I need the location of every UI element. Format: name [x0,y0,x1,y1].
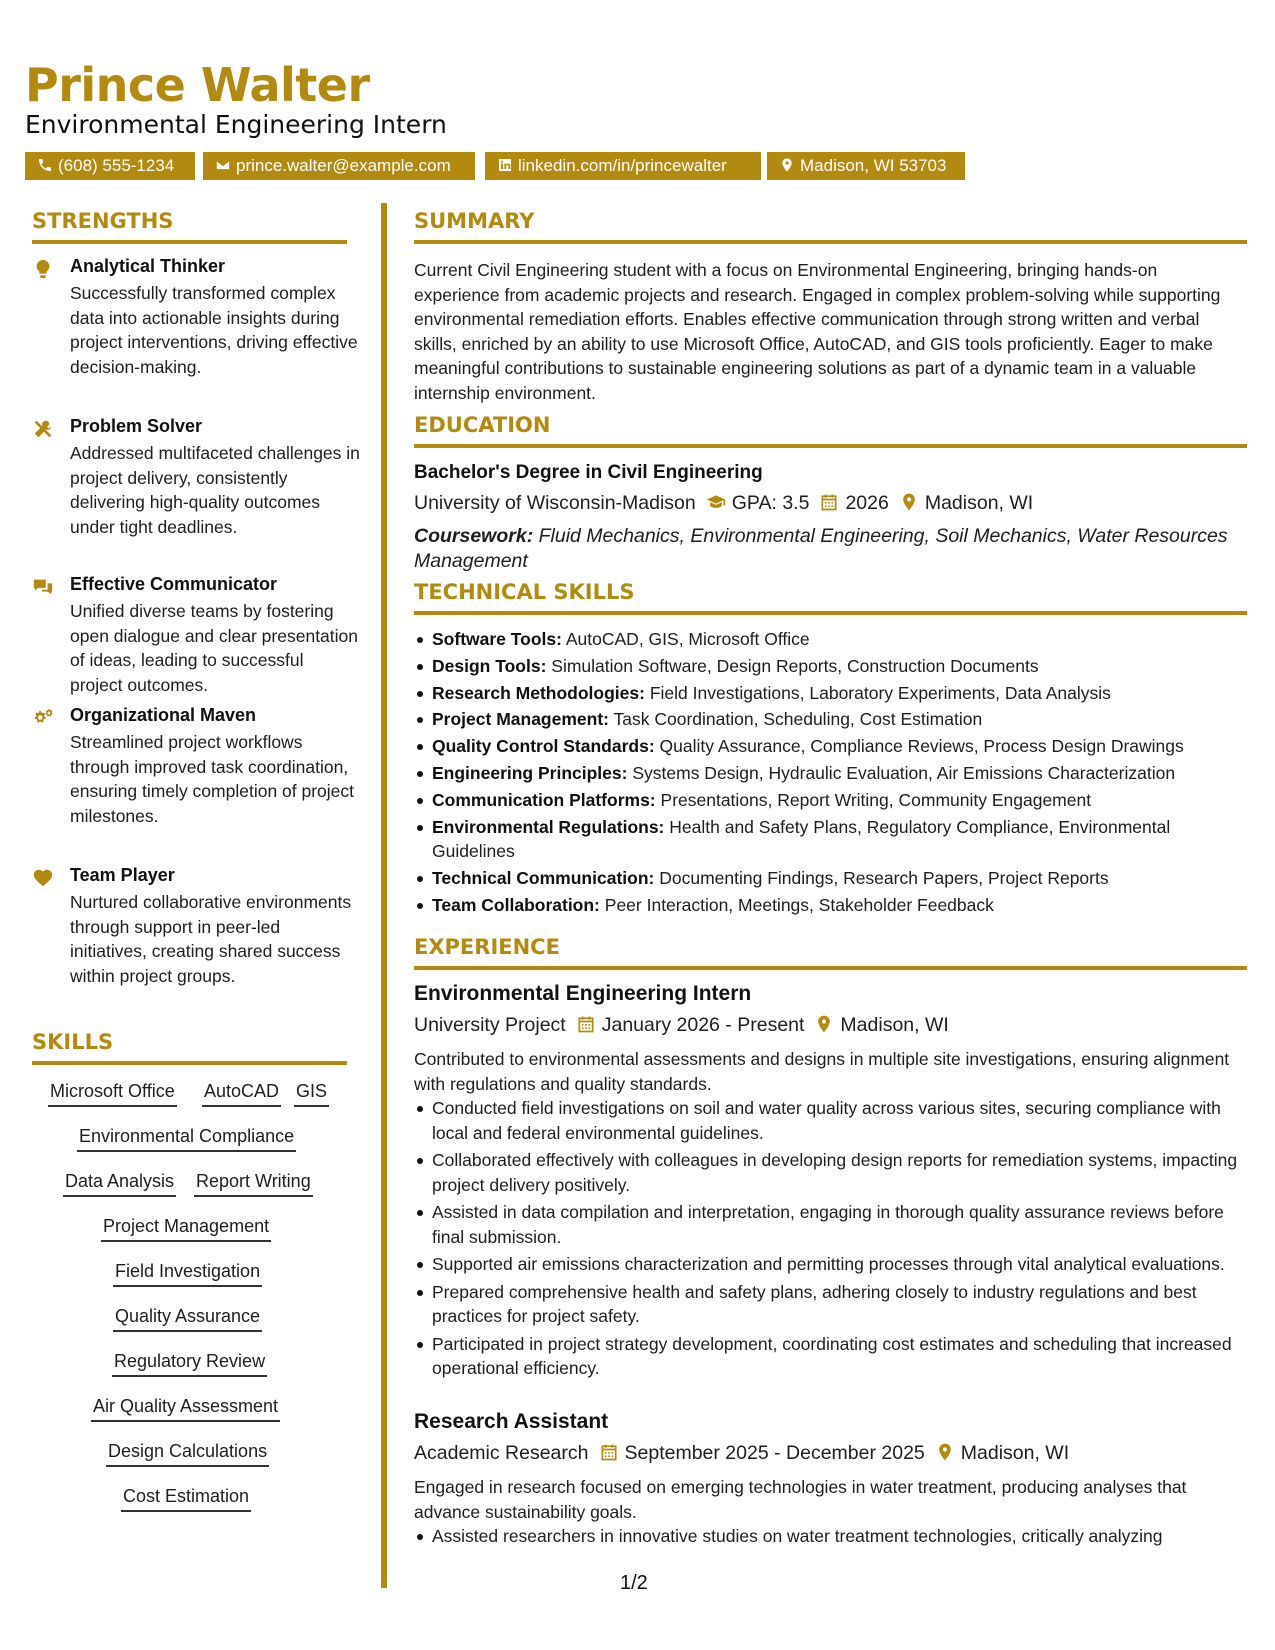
tech-skill-value: Presentations, Report Writing, Community Engagement [660,789,1092,810]
tech-skill-value: AutoCAD, GIS, Microsoft Office [565,629,810,649]
list-item: Supported air emissions characterization and permitting processes through vital analytical evaluations. [432,1252,1247,1277]
list-item [432,866,1247,891]
experience-heading: EXPERIENCE [414,935,560,959]
job-meta [414,1014,949,1037]
map-pin-icon [935,1442,955,1462]
list-item: Participated in project strategy development, coordinating cost estimates and scheduling that increased operational efficiency. [432,1332,1247,1381]
list-item [432,627,1247,652]
tech-skill-value: Peer Interaction, Meetings, Stakeholder Feedback [604,894,994,915]
strength-description: Unified diverse teams by fostering open dialogue and clear presentation of ideas, leading to successful project outcomes. [70,601,358,695]
list-item [432,815,1247,864]
skills-row [32,1171,350,1201]
job-title: Research Assistant [414,1410,609,1433]
skills-row [32,1351,350,1381]
degree-title: Bachelor's Degree in Civil Engineering [414,462,763,483]
tech-skill-label: Quality Control Standards: [432,736,655,757]
tech-skill-value: Simulation Software, Design Reports, Construction Documents [551,655,1039,676]
tech-skill-label: Software Tools: [432,629,562,649]
summary-text: Current Civil Engineering student with a focus on Environmental Engineering, bringing hands-on experience from academic projects and research. Engaged in complex problem-solving while supporting environmental remediation efforts. Enables effective communication through strong written and verbal skills, enriched by an ability to use Microsoft Office, AutoCAD, and GIS tools proficiently. Eager to make meaningful contributions to sustainable engineering solutions as part of a dynamic team in a valuable internship environment. [414,260,1221,403]
heart-icon [32,867,54,889]
coursework-label: Coursework: [414,525,534,547]
skills-row [32,1261,350,1291]
envelope-icon [215,157,231,173]
skill-tag: Regulatory Review [112,1351,267,1377]
tech-skill-value: Quality Assurance, Compliance Reviews, Process Design Drawings [659,736,1184,757]
job-summary: Engaged in research focused on emerging technologies in water treatment, producing analyses that advance sustainability goals. [414,1477,1187,1522]
skill-tag: Design Calculations [106,1441,269,1467]
tech-skill-value: Task Coordination, Scheduling, Cost Estimation [613,709,983,730]
strength-description: Successfully transformed complex data into actionable insights during project interventions, driving effective decision-making. [70,283,358,377]
skill-tag: Report Writing [194,1171,313,1197]
skills-row [32,1306,350,1336]
strengths-rule [32,240,347,244]
technical-skills-heading: TECHNICAL SKILLS [414,580,635,604]
map-pin-icon [779,157,795,173]
job-meta [414,1442,1069,1465]
skills-row [32,1081,350,1111]
graduation-year: 2026 [845,492,889,514]
experience-rule [414,966,1247,970]
skill-tag: AutoCAD [202,1081,281,1107]
list-item [432,734,1247,759]
skills-rule [32,1061,347,1065]
job-summary: Contributed to environmental assessments and designs in multiple site investigations, ensuring alignment with regulations and quality standards. [414,1049,1230,1094]
strength-title: Analytical Thinker [70,256,226,276]
job-location: Madison, WI [840,1014,949,1036]
strengths-heading: STRENGTHS [32,209,174,233]
strength-title: Team Player [70,865,175,885]
map-pin-icon [899,492,919,512]
coursework-text: Fluid Mechanics, Environmental Engineering, Soil Mechanics, Water Resources Management [414,525,1228,572]
email-text: prince.walter@example.com [236,156,451,175]
gpa-text: GPA: 3.5 [731,492,810,514]
tech-skill-value: Field Investigations, Laboratory Experiments, Data Analysis [649,682,1111,703]
tech-skill-label: Engineering Principles: [432,762,628,783]
list-item: Assisted researchers in innovative studies on water treatment technologies, critically analyzing [432,1524,1247,1549]
list-item: Collaborated effectively with colleagues in developing design reports for remediation systems, impacting project delivery positively. [432,1148,1247,1197]
tech-skill-value: Health and Safety Plans, Regulatory Compliance, Environmental Guidelines [432,816,1171,862]
summary-heading: SUMMARY [414,209,535,233]
skills-row [32,1441,350,1471]
calendar-icon [576,1014,596,1034]
tech-skill-label: Communication Platforms: [432,789,656,810]
list-item [432,707,1247,732]
job-dates: January 2026 - Present [601,1014,805,1036]
skills-row [32,1126,350,1156]
skills-row [32,1486,350,1516]
job-title: Environmental Engineering Intern [414,982,752,1005]
column-divider [381,203,387,1588]
tools-icon [32,418,54,440]
skill-tag: Cost Estimation [121,1486,251,1512]
skills-row [32,1216,350,1246]
phone-text: (608) 555-1234 [58,156,175,175]
skill-tag: Quality Assurance [113,1306,262,1332]
gears-icon [32,707,54,729]
skill-tag: Data Analysis [63,1171,176,1197]
list-item: Assisted in data compilation and interpretation, engaging in thorough quality assurance reviews before final submission. [432,1200,1247,1249]
contact-email[interactable] [203,152,475,180]
tech-skill-label: Project Management: [432,709,609,730]
education-heading: EDUCATION [414,413,551,437]
technical-skills-rule [414,611,1247,615]
tech-skill-value: Systems Design, Hydraulic Evaluation, Air Emissions Characterization [632,762,1176,783]
school-name: University of Wisconsin-Madison [414,492,696,514]
skills-row [32,1396,350,1426]
list-item [432,761,1247,786]
linkedin-icon [497,157,513,173]
strength-title: Problem Solver [70,416,203,436]
list-item: Conducted field investigations on soil and water quality across various sites, securing compliance with local and federal environmental guidelines. [432,1096,1247,1145]
technical-skills-list [432,627,1247,919]
tech-skill-label: Research Methodologies: [432,682,645,703]
strength-description: Streamlined project workflows through improved task coordination, ensuring timely completion of project milestones. [70,732,355,826]
list-item: Prepared comprehensive health and safety plans, adhering closely to industry regulations and best practices for project safety. [432,1280,1247,1329]
map-pin-icon [814,1014,834,1034]
contact-location [767,152,965,180]
summary-rule [414,240,1247,244]
tech-skill-value: Documenting Findings, Research Papers, Project Reports [659,867,1109,888]
job-dates: September 2025 - December 2025 [624,1442,925,1464]
skill-tag: GIS [294,1081,329,1107]
job-organization: Academic Research [414,1442,589,1464]
tech-skill-label: Technical Communication: [432,867,655,888]
skills-heading: SKILLS [32,1030,114,1054]
skill-tag: Microsoft Office [48,1081,177,1107]
skill-tag: Project Management [101,1216,271,1242]
comments-icon [32,576,54,598]
coursework [414,524,1244,574]
tech-skill-label: Team Collaboration: [432,894,600,915]
job-bullets [432,1524,1247,1549]
school-location: Madison, WI [924,492,1034,514]
graduation-cap-icon [706,492,726,512]
linkedin-text: linkedin.com/in/princewalter [518,156,727,175]
list-item [432,681,1247,706]
job-location: Madison, WI [960,1442,1070,1464]
tech-skill-label: Environmental Regulations: [432,816,665,837]
job-organization: University Project [414,1014,566,1036]
strength-title: Organizational Maven [70,705,257,725]
skill-tag: Environmental Compliance [77,1126,296,1152]
strength-description: Addressed multifaceted challenges in project delivery, consistently delivering high-quality outcomes under tight deadlines. [70,443,360,537]
tech-skill-label: Design Tools: [432,655,547,676]
list-item [432,893,1247,918]
phone-icon [37,157,53,173]
candidate-title: Environmental Engineering Intern [25,110,447,139]
calendar-icon [819,492,839,512]
list-item [432,788,1247,813]
calendar-icon [599,1442,619,1462]
lightbulb-icon [32,258,54,280]
strength-title: Effective Communicator [70,574,278,594]
contact-phone[interactable] [25,152,195,180]
education-meta [414,492,1033,515]
page-number: 1/2 [620,1572,648,1594]
location-text: Madison, WI 53703 [800,156,947,175]
strength-description: Nurtured collaborative environments through support in peer-led initiatives, creating shared success within project groups. [70,892,352,986]
contact-linkedin[interactable] [485,152,761,180]
job-bullets [432,1096,1247,1384]
skill-tag: Air Quality Assessment [91,1396,280,1422]
candidate-name: Prince Walter [25,58,370,112]
education-rule [414,444,1247,448]
skill-tag: Field Investigation [113,1261,262,1287]
list-item [432,654,1247,679]
